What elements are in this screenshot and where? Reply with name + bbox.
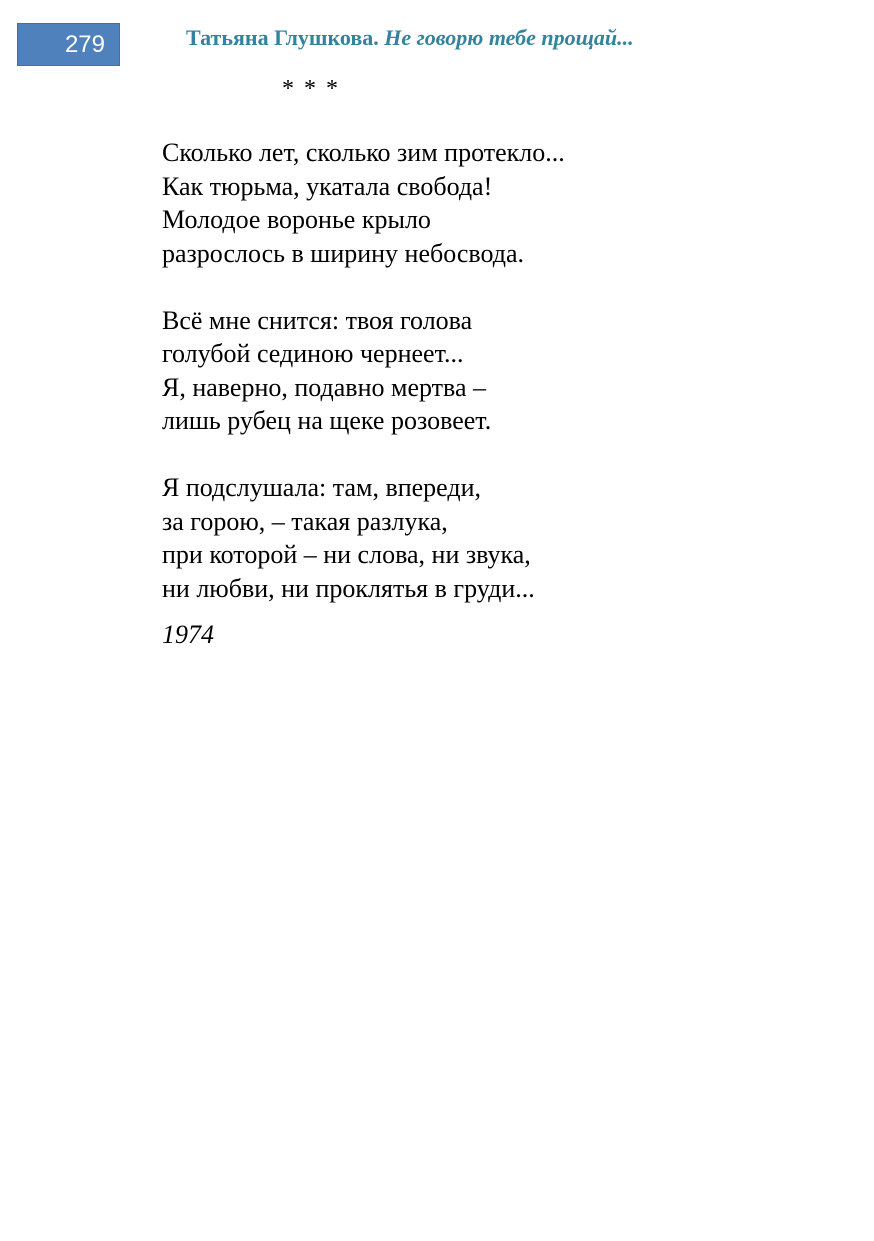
poem-line: Молодое воронье крыло [162,205,431,234]
poem-line: Я, наверно, подавно мертва – [162,372,486,402]
poem-line: Всё мне снится: твоя голова [162,305,473,335]
poem-line: за горою, – такая разлука, [162,506,448,536]
poem-date: 1974 [162,620,214,649]
page-number: 279 [64,30,105,58]
stanza [162,136,565,270]
poem-separator: * * * [282,76,340,102]
header-book-title: Не говорю тебе прощай... [384,25,634,50]
header-author: Татьяна Глушкова. [186,25,379,50]
page-number-badge [17,23,120,66]
poem-line: Как тюрьма, укатала свобода! [162,171,493,201]
poem-line: Я подслушала: там, впереди, [162,473,482,502]
poem-line: голубой сединою чернеет... [162,339,464,368]
poem-line: лишь рубец на щеке розовеет. [162,406,492,435]
poem-line: разрослось в ширину небосвода. [162,238,525,268]
stanza [162,471,565,605]
poem-line: Сколько лет, сколько зим протекло... [162,138,565,167]
poem-body [162,136,565,605]
stanza [162,304,565,438]
poem-line: ни любви, ни проклятья в груди... [162,573,535,603]
poem-line: при которой – ни слова, ни звука, [162,540,531,569]
running-header [186,25,634,51]
